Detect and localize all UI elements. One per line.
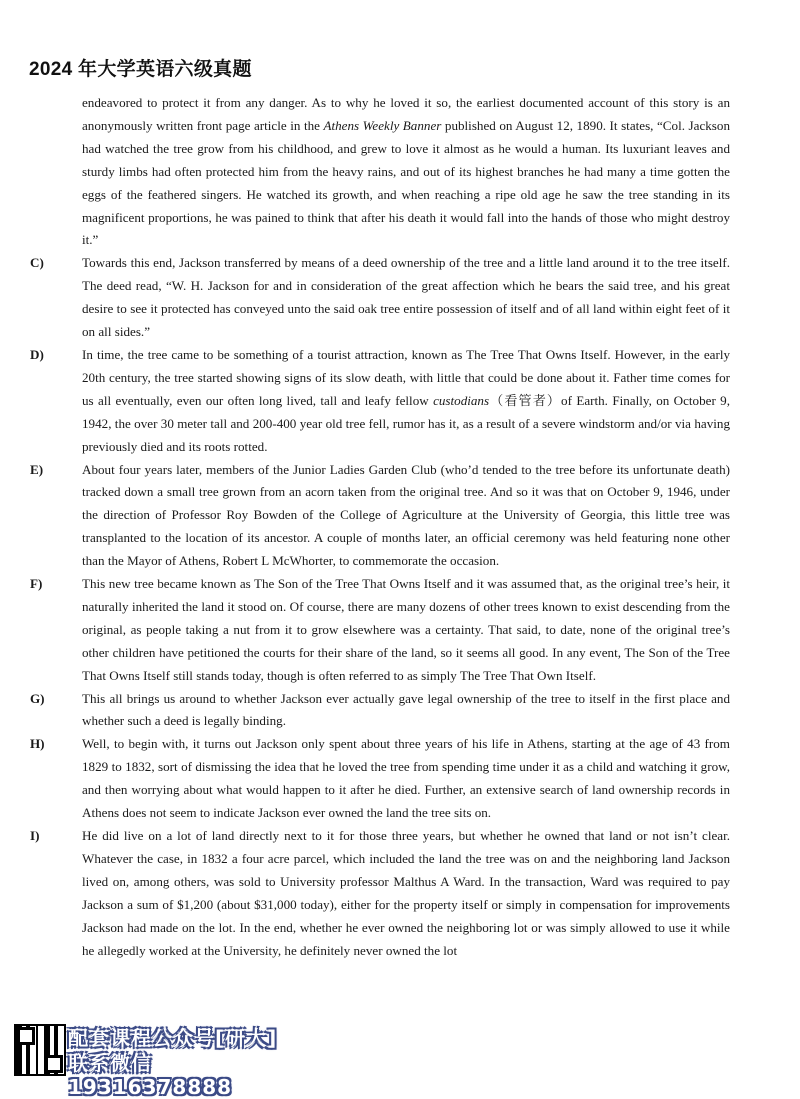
paragraph — [30, 252, 730, 344]
paragraph — [30, 344, 730, 459]
text-run: This new tree became known as The Son of the Tree That Owns Itself and it was assumed that, as the original tree’s heir, it naturally inherited the land it stood on. Of course, there are many dozens of other trees known to exist descending from the original, as people taking a nut from it to grow elsewhere was a certainty. That said, to date, none of the original tree’s other children have petitioned the courts for their share of the land, so it seems all good. In any event, The Son of the Tree That Owns Itself still stands today, though is often referred to as simply The Tree That Own Itself. — [82, 576, 730, 683]
text-run: He did live on a lot of land directly next to it for those three years, but whether he owned that land or not isn’t clear. Whatever the case, in 1832 a four acre parcel, which included the land the tree was on and the neighboring land Jackson lived on, among others, was sold to University professor Malthus A Ward. In the transaction, Ward was required to pay Jackson a sum of $1,200 (about $31,000 today), either for the property itself or simply in compensation for improvements Jackson had made on the lot. In the end, whether he ever owned the neighboring lot or was simply allowed to use it while he allegedly worked at the University, he definitely never owned the lot — [82, 828, 730, 958]
paragraph — [30, 459, 730, 574]
paragraph-text — [82, 733, 730, 825]
text-run: Towards this end, Jackson transferred by means of a deed ownership of the tree and a little land around it to the tree itself. The deed read, “W. H. Jackson for and in consideration of the great affection which he bears the said tree, and his great desire to see it protected has conveyed unto the said oak tree entire possession of itself and of all land within eight feet of it on all sides.” — [82, 255, 730, 340]
paragraph — [30, 688, 730, 734]
text-run: endeavored to protect it from any danger. As to why he loved it so, the earliest documented account of this story is an anonymously written front page article in the — [82, 95, 730, 133]
italic-text: custodians — [433, 392, 490, 408]
page-title: 2024 年大学英语六级真题 — [29, 59, 252, 80]
paragraph — [30, 92, 730, 252]
paragraph-text — [82, 825, 730, 962]
text-run: About four years later, members of the Junior Ladies Garden Club (who’d tended to the tree before its unfortunate death) tracked down a small tree grown from an acorn taken from the original tree. And so it was that on October 9, 1946, under the direction of Professor Roy Bowden of the College of Agriculture at the University of Georgia, this little tree was transplanted to the location of its ancestor. A couple of months later, an official ceremony was held featuring none other than the Mayor of Athens, Robert L McWhorter, to commemorate the occasion. — [82, 461, 730, 569]
paragraph — [30, 825, 730, 962]
text-run: Well, to begin with, it turns out Jackson only spent about three years of his life in Athens, starting at the age of 43 from 1829 to 1832, sort of dismissing the idea that he loved the tree from spending time under it as a child and watching it grow, and then worrying about what would happen to it after he died. Further, an extensive search of land ownership records in Athens does not seem to indicate Jackson ever owned the land the tree sits on. — [82, 736, 730, 821]
paragraph — [30, 733, 730, 825]
paragraph-text — [82, 344, 730, 459]
promo-line-1: 配套课程公众号[研大] — [68, 1026, 278, 1050]
paragraph-label: H) — [30, 736, 45, 752]
paragraph-label: D) — [30, 346, 44, 362]
paragraph-text — [82, 573, 730, 688]
paragraph-text — [82, 252, 730, 344]
qr-code-icon — [16, 1026, 64, 1074]
paragraph-text — [82, 92, 730, 252]
text-run: This all brings us around to whether Jackson ever actually gave legal ownership of the tree to itself in the first place and whether such a deed is legally binding. — [82, 690, 730, 729]
paragraph-label: C) — [30, 255, 44, 271]
paragraph-text — [82, 459, 730, 574]
promo-line-2: 联系微信19316378888 — [68, 1051, 233, 1099]
paragraph-label: I) — [30, 828, 40, 843]
document-body — [30, 92, 730, 962]
paragraph — [30, 573, 730, 688]
text-run: （看管者）of Earth. Finally, on October 9, 1942, the over 30 meter tall and 200-400 year old tree fell, rumor has it, as a result of a severe windstorm and/or via having previously died and its roots rotted. — [82, 392, 730, 454]
paragraph-label: F) — [30, 576, 43, 592]
footer-watermark — [16, 1024, 316, 1099]
paragraph-label — [30, 92, 82, 252]
text-run: published on August 12, 1890. It states, “Col. Jackson had watched the tree grow from his childhood, and grew to love it almost as he would a human. Its luxuriant leaves and sturdy limbs had often protected him from the heavy rains, and out of its highest branches he had many a time gotten the eggs of the feathered singers. He watched its growth, and when reaching a ripe old age he saw the tree standing in its magnificent proportions, he was pained to think that after his death it would fall into the hands of those who might destroy it.” — [82, 117, 730, 248]
paragraph-label: G) — [30, 690, 45, 706]
text-run: In time, the tree came to be something of a tourist attraction, known as The Tree That Owns Itself. However, in the early 20th century, the tree started showing signs of its slow death, with little that could be done about it. Father time comes for us all eventually, even our often long lived, tall and leafy fellow — [82, 346, 730, 408]
paragraph-text — [82, 688, 730, 734]
italic-text: Athens Weekly Banner — [323, 117, 442, 133]
paragraph-label: E) — [30, 461, 44, 477]
